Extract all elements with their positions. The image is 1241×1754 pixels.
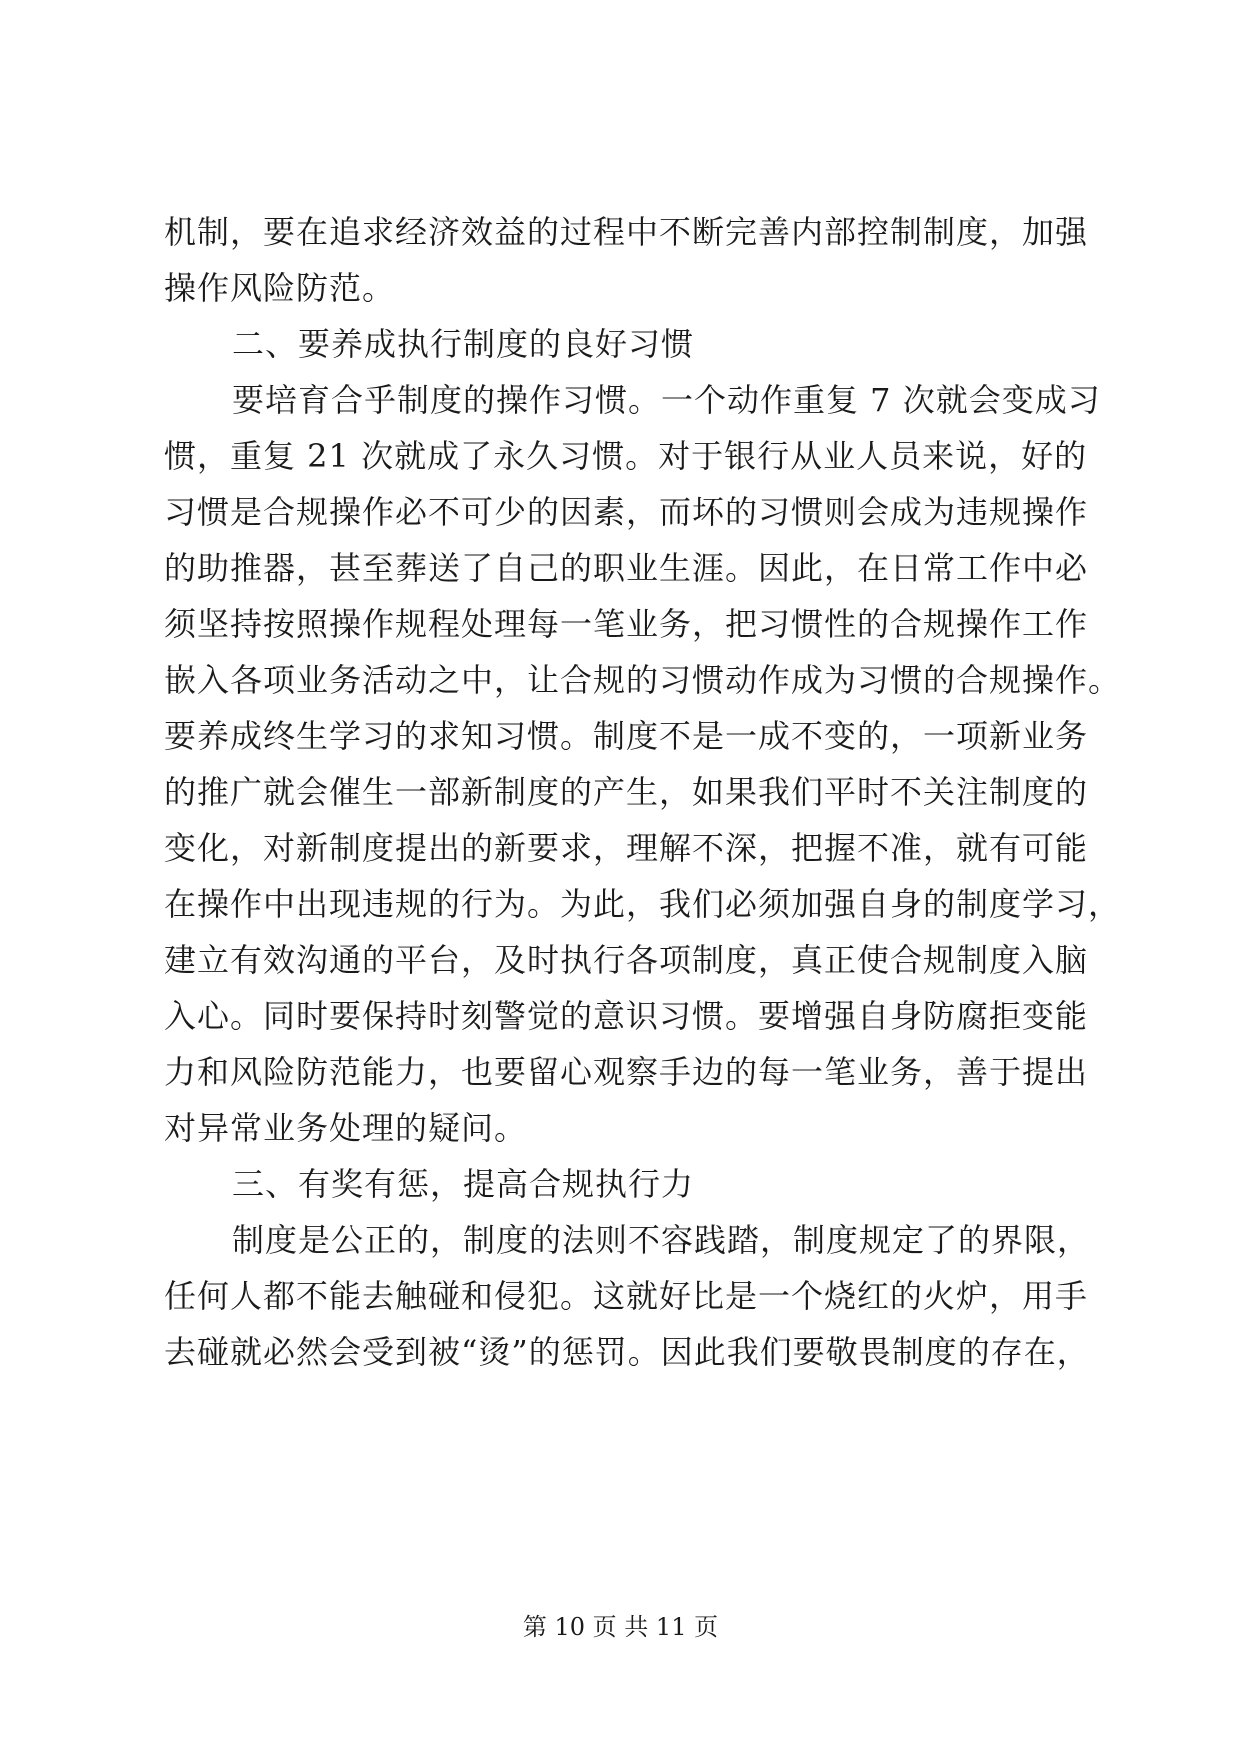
body-text-line: 建立有效沟通的平台，及时执行各项制度，真正使合规制度入脑 [164, 941, 1089, 979]
body-text-line: 任何人都不能去触碰和侵犯。这就好比是一个烧红的火炉，用手 [164, 1277, 1089, 1315]
section-heading: 二、要养成执行制度的良好习惯 [232, 325, 695, 363]
section-heading: 三、有奖有惩，提高合规执行力 [232, 1165, 695, 1203]
body-text-line: 的助推器，甚至葬送了自己的职业生涯。因此，在日常工作中必 [164, 549, 1089, 587]
body-text-line: 机制，要在追求经济效益的过程中不断完善内部控制制度，加强 [164, 213, 1089, 251]
body-text-line: 须坚持按照操作规程处理每一笔业务，把习惯性的合规操作工作 [164, 605, 1089, 643]
body-text-line: 对异常业务处理的疑问。 [164, 1109, 528, 1147]
body-text-line: 操作风险防范。 [164, 269, 396, 307]
body-text-line: 要培育合乎制度的操作习惯。一个动作重复 7 次就会变成习 [232, 381, 1101, 419]
body-text-line: 入心。同时要保持时刻警觉的意识习惯。要增强自身防腐拒变能 [164, 997, 1089, 1035]
body-text-line: 去碰就必然会受到被“烫”的惩罚。因此我们要敬畏制度的存在， [164, 1333, 1090, 1371]
body-text-line: 变化，对新制度提出的新要求，理解不深，把握不准，就有可能 [164, 829, 1089, 867]
body-text-line: 力和风险防范能力，也要留心观察手边的每一笔业务，善于提出 [164, 1053, 1089, 1091]
body-text-line: 要养成终生学习的求知习惯。制度不是一成不变的，一项新业务 [164, 717, 1089, 755]
page-number-footer: 第 10 页 共 11 页 [522, 1613, 719, 1641]
body-text-line: 的推广就会催生一部新制度的产生，如果我们平时不关注制度的 [164, 773, 1089, 811]
body-text-line: 在操作中出现违规的行为。为此，我们必须加强自身的制度学习， [164, 885, 1122, 923]
body-text-line: 习惯是合规操作必不可少的因素，而坏的习惯则会成为违规操作 [164, 493, 1089, 531]
body-text-line: 惯，重复 21 次就成了永久习惯。对于银行从业人员来说，好的 [164, 437, 1088, 475]
body-text-line: 嵌入各项业务活动之中，让合规的习惯动作成为习惯的合规操作。 [164, 661, 1122, 699]
body-text-line: 制度是公正的，制度的法则不容践踏，制度规定了的界限， [232, 1221, 1091, 1259]
